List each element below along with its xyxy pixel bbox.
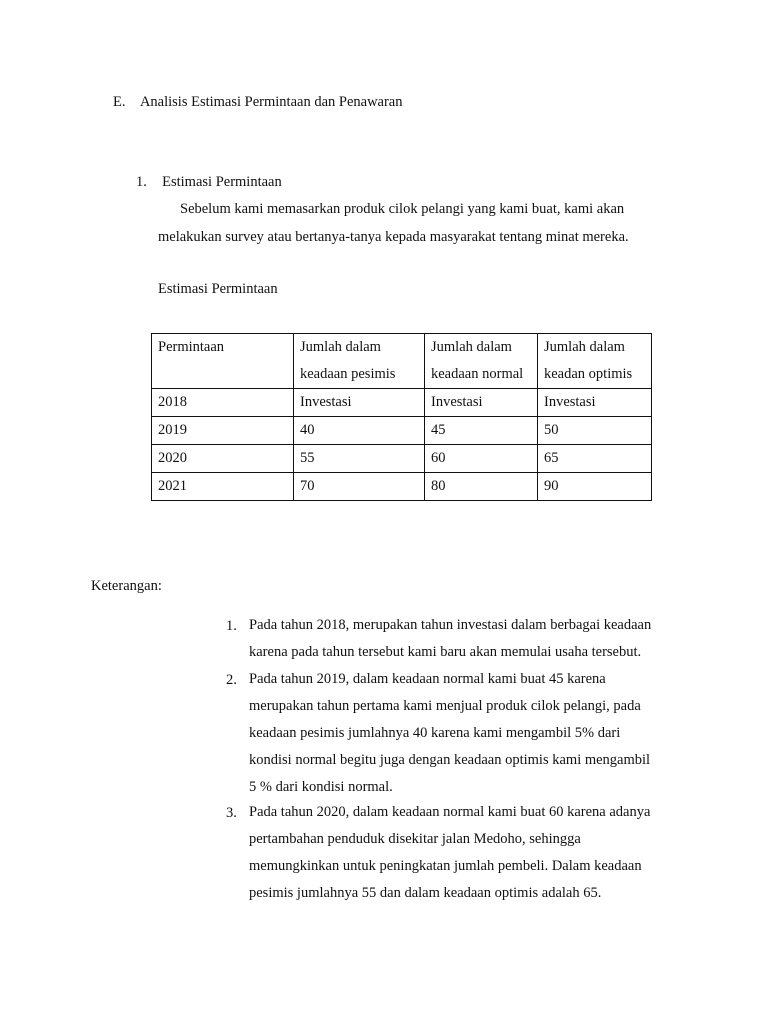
section-heading xyxy=(113,92,403,112)
note-line: Pada tahun 2018, merupakan tahun investasi dalam berbagai keadaan xyxy=(249,617,652,633)
subsection-title: Estimasi Permintaan xyxy=(162,174,282,190)
note-line: Pada tahun 2020, dalam keadaan normal kami buat 60 karena adanya xyxy=(249,804,651,820)
table-cell: 70 xyxy=(294,473,425,501)
table-cell: 2019 xyxy=(152,417,294,445)
note-line: 5 % dari kondisi normal. xyxy=(249,779,393,795)
table-cell: Investasi xyxy=(294,389,425,417)
intro-line-1: Sebelum kami memasarkan produk cilok pelangi yang kami buat, kami akan xyxy=(180,201,625,217)
note-item xyxy=(249,612,651,666)
header-cell-optimis: Jumlah dalam keadan optimis xyxy=(538,334,652,389)
keterangan-label: Keterangan: xyxy=(91,578,162,594)
intro-line-2: melakukan survey atau bertanya-tanya kepada masyarakat tentang minat mereka. xyxy=(158,229,629,245)
table-cell: 2018 xyxy=(152,389,294,417)
section-marker: E. xyxy=(113,94,126,110)
table-cell: 80 xyxy=(425,473,538,501)
table-cell: 60 xyxy=(425,445,538,473)
note-line: merupakan tahun pertama kami menjual produk cilok pelangi, pada xyxy=(249,698,641,714)
table-cell: Investasi xyxy=(538,389,652,417)
table-cell: 2020 xyxy=(152,445,294,473)
section-title: Analisis Estimasi Permintaan dan Penawaran xyxy=(139,94,403,110)
table-row xyxy=(152,473,652,501)
header-cell-normal: Jumlah dalam keadaan normal xyxy=(425,334,538,389)
note-marker: 3. xyxy=(226,805,237,821)
note-line: memungkinkan untuk peningkatan jumlah pembeli. Dalam keadaan xyxy=(249,858,642,874)
table-cell: 65 xyxy=(538,445,652,473)
table-cell: 50 xyxy=(538,417,652,445)
note-line: keadaan pesimis jumlahnya 40 karena kami mengambil 5% dari xyxy=(249,725,621,741)
subsection-marker: 1. xyxy=(136,174,147,190)
table-row xyxy=(152,389,652,417)
header-cell-permintaan: Permintaan xyxy=(152,334,294,389)
note-marker: 2. xyxy=(226,672,237,688)
table-cell: 45 xyxy=(425,417,538,445)
estimation-table xyxy=(151,333,652,501)
table-row xyxy=(152,417,652,445)
note-marker: 1. xyxy=(226,618,237,634)
note-line: pesimis jumlahnya 55 dan dalam keadaan optimis adalah 65. xyxy=(249,885,602,901)
note-line: kondisi normal begitu juga dengan keadaan optimis kami mengambil xyxy=(249,752,651,768)
subsection-heading xyxy=(136,172,282,192)
table-cell: 55 xyxy=(294,445,425,473)
table-cell: Investasi xyxy=(425,389,538,417)
table-cell: 40 xyxy=(294,417,425,445)
header-cell-pesimis: Jumlah dalam keadaan pesimis xyxy=(294,334,425,389)
note-line: Pada tahun 2019, dalam keadaan normal kami buat 45 karena xyxy=(249,671,606,687)
note-item xyxy=(249,799,650,907)
note-item xyxy=(249,666,650,801)
table-cell: 90 xyxy=(538,473,652,501)
table-cell: 2021 xyxy=(152,473,294,501)
table-row xyxy=(152,445,652,473)
table-caption: Estimasi Permintaan xyxy=(158,281,278,297)
note-line: pertambahan penduduk disekitar jalan Medoho, sehingga xyxy=(249,831,581,847)
table-header-row xyxy=(152,334,652,389)
note-line: karena pada tahun tersebut kami baru akan memulai usaha tersebut. xyxy=(249,644,642,660)
